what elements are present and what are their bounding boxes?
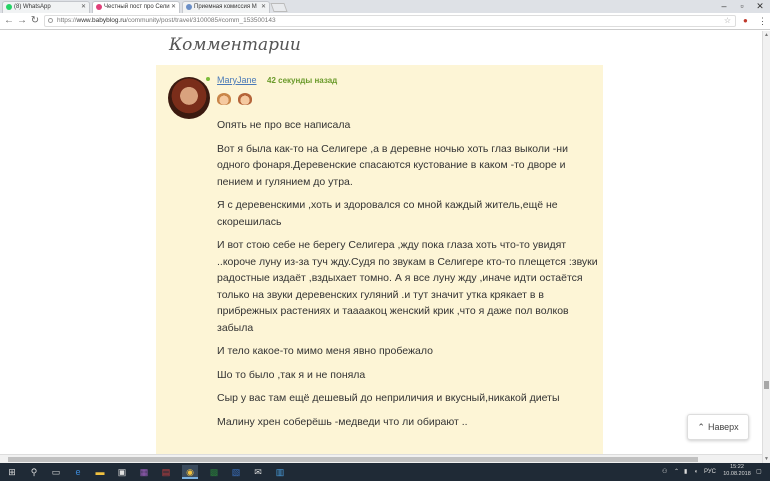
menu-icon[interactable]: ⋮ (758, 16, 767, 26)
store-icon[interactable]: ▣ (117, 467, 127, 477)
child-badge-icon (217, 93, 231, 105)
browser-tab-bar (0, 0, 770, 13)
notifications-icon[interactable]: ▢ (756, 469, 762, 475)
network-icon[interactable]: ▮ (684, 469, 688, 475)
new-tab-button[interactable] (270, 3, 287, 12)
child-badge-icon (238, 93, 252, 105)
search-icon[interactable]: ⚲ (30, 467, 38, 477)
app-icon[interactable]: ▥ (275, 467, 285, 477)
horizontal-scrollbar[interactable] (0, 454, 762, 463)
comment-paragraph: Сыр у вас там ещё дешевый до неприличия и вкусный,никакой диеты (217, 392, 560, 404)
arrow-up-icon: ⌃ (697, 422, 705, 432)
comment-paragraph: Шо то было ,так я и не поняла (217, 368, 366, 381)
address-bar (0, 13, 770, 30)
tab-admissions[interactable] (182, 1, 270, 13)
clock-date: 10.08.2018 (723, 471, 751, 477)
scroll-up-icon[interactable]: ▲ (764, 32, 769, 38)
info-icon[interactable] (48, 18, 53, 23)
comment-paragraph: Малину хрен соберёшь -медведи что ли обирают .. (217, 415, 468, 428)
url-scheme: https:// (57, 17, 77, 24)
language-indicator[interactable]: РУС (704, 469, 717, 475)
clock-time: 15:22 (730, 464, 744, 470)
close-icon[interactable]: ✕ (170, 4, 176, 10)
forward-icon[interactable]: → (17, 15, 27, 26)
chrome-icon[interactable]: ◉ (182, 465, 198, 479)
comments-heading: Комментарии (169, 35, 301, 55)
comment-paragraph: Вот я была как-то на Селигере ,а в деревне ночью хоть глаз выколи -ни одного фонаря.Деревенские спасаются кустование в каком -то дворе и пением и гулянием до утра. (217, 142, 568, 188)
close-icon[interactable]: ✕ (260, 4, 266, 10)
excel-icon[interactable]: ▩ (209, 467, 219, 477)
edge-icon[interactable]: e (75, 467, 81, 477)
people-icon[interactable]: ⚇ (662, 469, 668, 475)
word-icon[interactable]: ▧ (231, 467, 241, 477)
mail-icon[interactable]: ✉ (254, 467, 262, 477)
comment-time: 42 секунды назад (267, 76, 338, 85)
comment-paragraph: Опять не про все написала (217, 119, 351, 131)
url-input[interactable] (44, 15, 736, 27)
comment-paragraph: И тело какое-то мимо меня явно пробежало (217, 345, 433, 357)
comment-card (156, 65, 603, 475)
tab-label: (8) WhatsApp (14, 4, 51, 10)
tray-arrow-icon[interactable]: ⌃ (674, 469, 680, 475)
bookmark-star-icon[interactable]: ☆ (723, 16, 731, 25)
scrollbar-thumb[interactable] (764, 381, 769, 389)
volume-icon[interactable]: ◖ (694, 469, 698, 475)
task-view-icon[interactable]: ▭ (51, 467, 61, 477)
extension-icon[interactable]: ● (743, 16, 748, 25)
close-icon[interactable]: ✕ (80, 4, 86, 10)
vertical-scrollbar[interactable] (762, 31, 770, 463)
file-explorer-icon[interactable]: ▬ (95, 467, 105, 477)
scroll-top-label: Наверх (707, 422, 739, 432)
close-window-icon[interactable]: ✕ (756, 1, 764, 11)
minimize-icon[interactable]: – (721, 1, 727, 11)
comment-paragraph: И вот стою себе не берегу Селигера ,жду пока глаза хоть что-то увидят ..короче луну из-за туч жду.Судя по звукам в Селигере кто-то плещется :звуки радостные издаёт ,вздыхает томно. А я все луну жду ,иначе идти остаётся только на звуки деревенских гуляний .и тут значит утка крякает в в прибрежных растениях и таааакоц женский крик ,что я даже пол волков забыла (217, 239, 598, 334)
scroll-to-top-button[interactable] (687, 414, 749, 440)
url-path: /community/post/travel/3100085#comm_153500143 (126, 17, 276, 24)
globe-icon (186, 4, 192, 10)
reload-icon[interactable]: ↻ (30, 15, 40, 26)
app-icon[interactable]: ▦ (139, 467, 149, 477)
page-viewport (0, 31, 762, 463)
whatsapp-icon (6, 4, 12, 10)
tab-babyblog[interactable] (92, 1, 180, 13)
maximize-icon[interactable]: ▫ (740, 1, 744, 11)
online-status-icon (206, 77, 210, 81)
babyblog-icon (96, 4, 102, 10)
url-host: www.babyblog.ru (76, 17, 127, 24)
scrollbar-thumb[interactable] (8, 457, 698, 462)
avatar[interactable] (168, 77, 210, 119)
comment-paragraph: Я с деревенскими ,хоть и здоровался со мной каждый житель,ещё не скорешилась (217, 199, 558, 228)
taskbar-clock[interactable] (720, 464, 754, 478)
tab-label: Приемная комиссия М (194, 4, 257, 10)
comment-body (217, 117, 602, 437)
taskbar (0, 463, 770, 481)
comment-author-link[interactable]: MaryJane (217, 75, 257, 85)
tab-label: Честный пост про Сели (104, 4, 170, 10)
app-icon[interactable]: ▤ (161, 467, 171, 477)
scroll-down-icon[interactable]: ▼ (764, 456, 769, 462)
back-icon[interactable]: ← (4, 15, 14, 26)
windows-start-icon[interactable]: ⊞ (8, 467, 16, 477)
tab-whatsapp[interactable] (2, 1, 90, 13)
